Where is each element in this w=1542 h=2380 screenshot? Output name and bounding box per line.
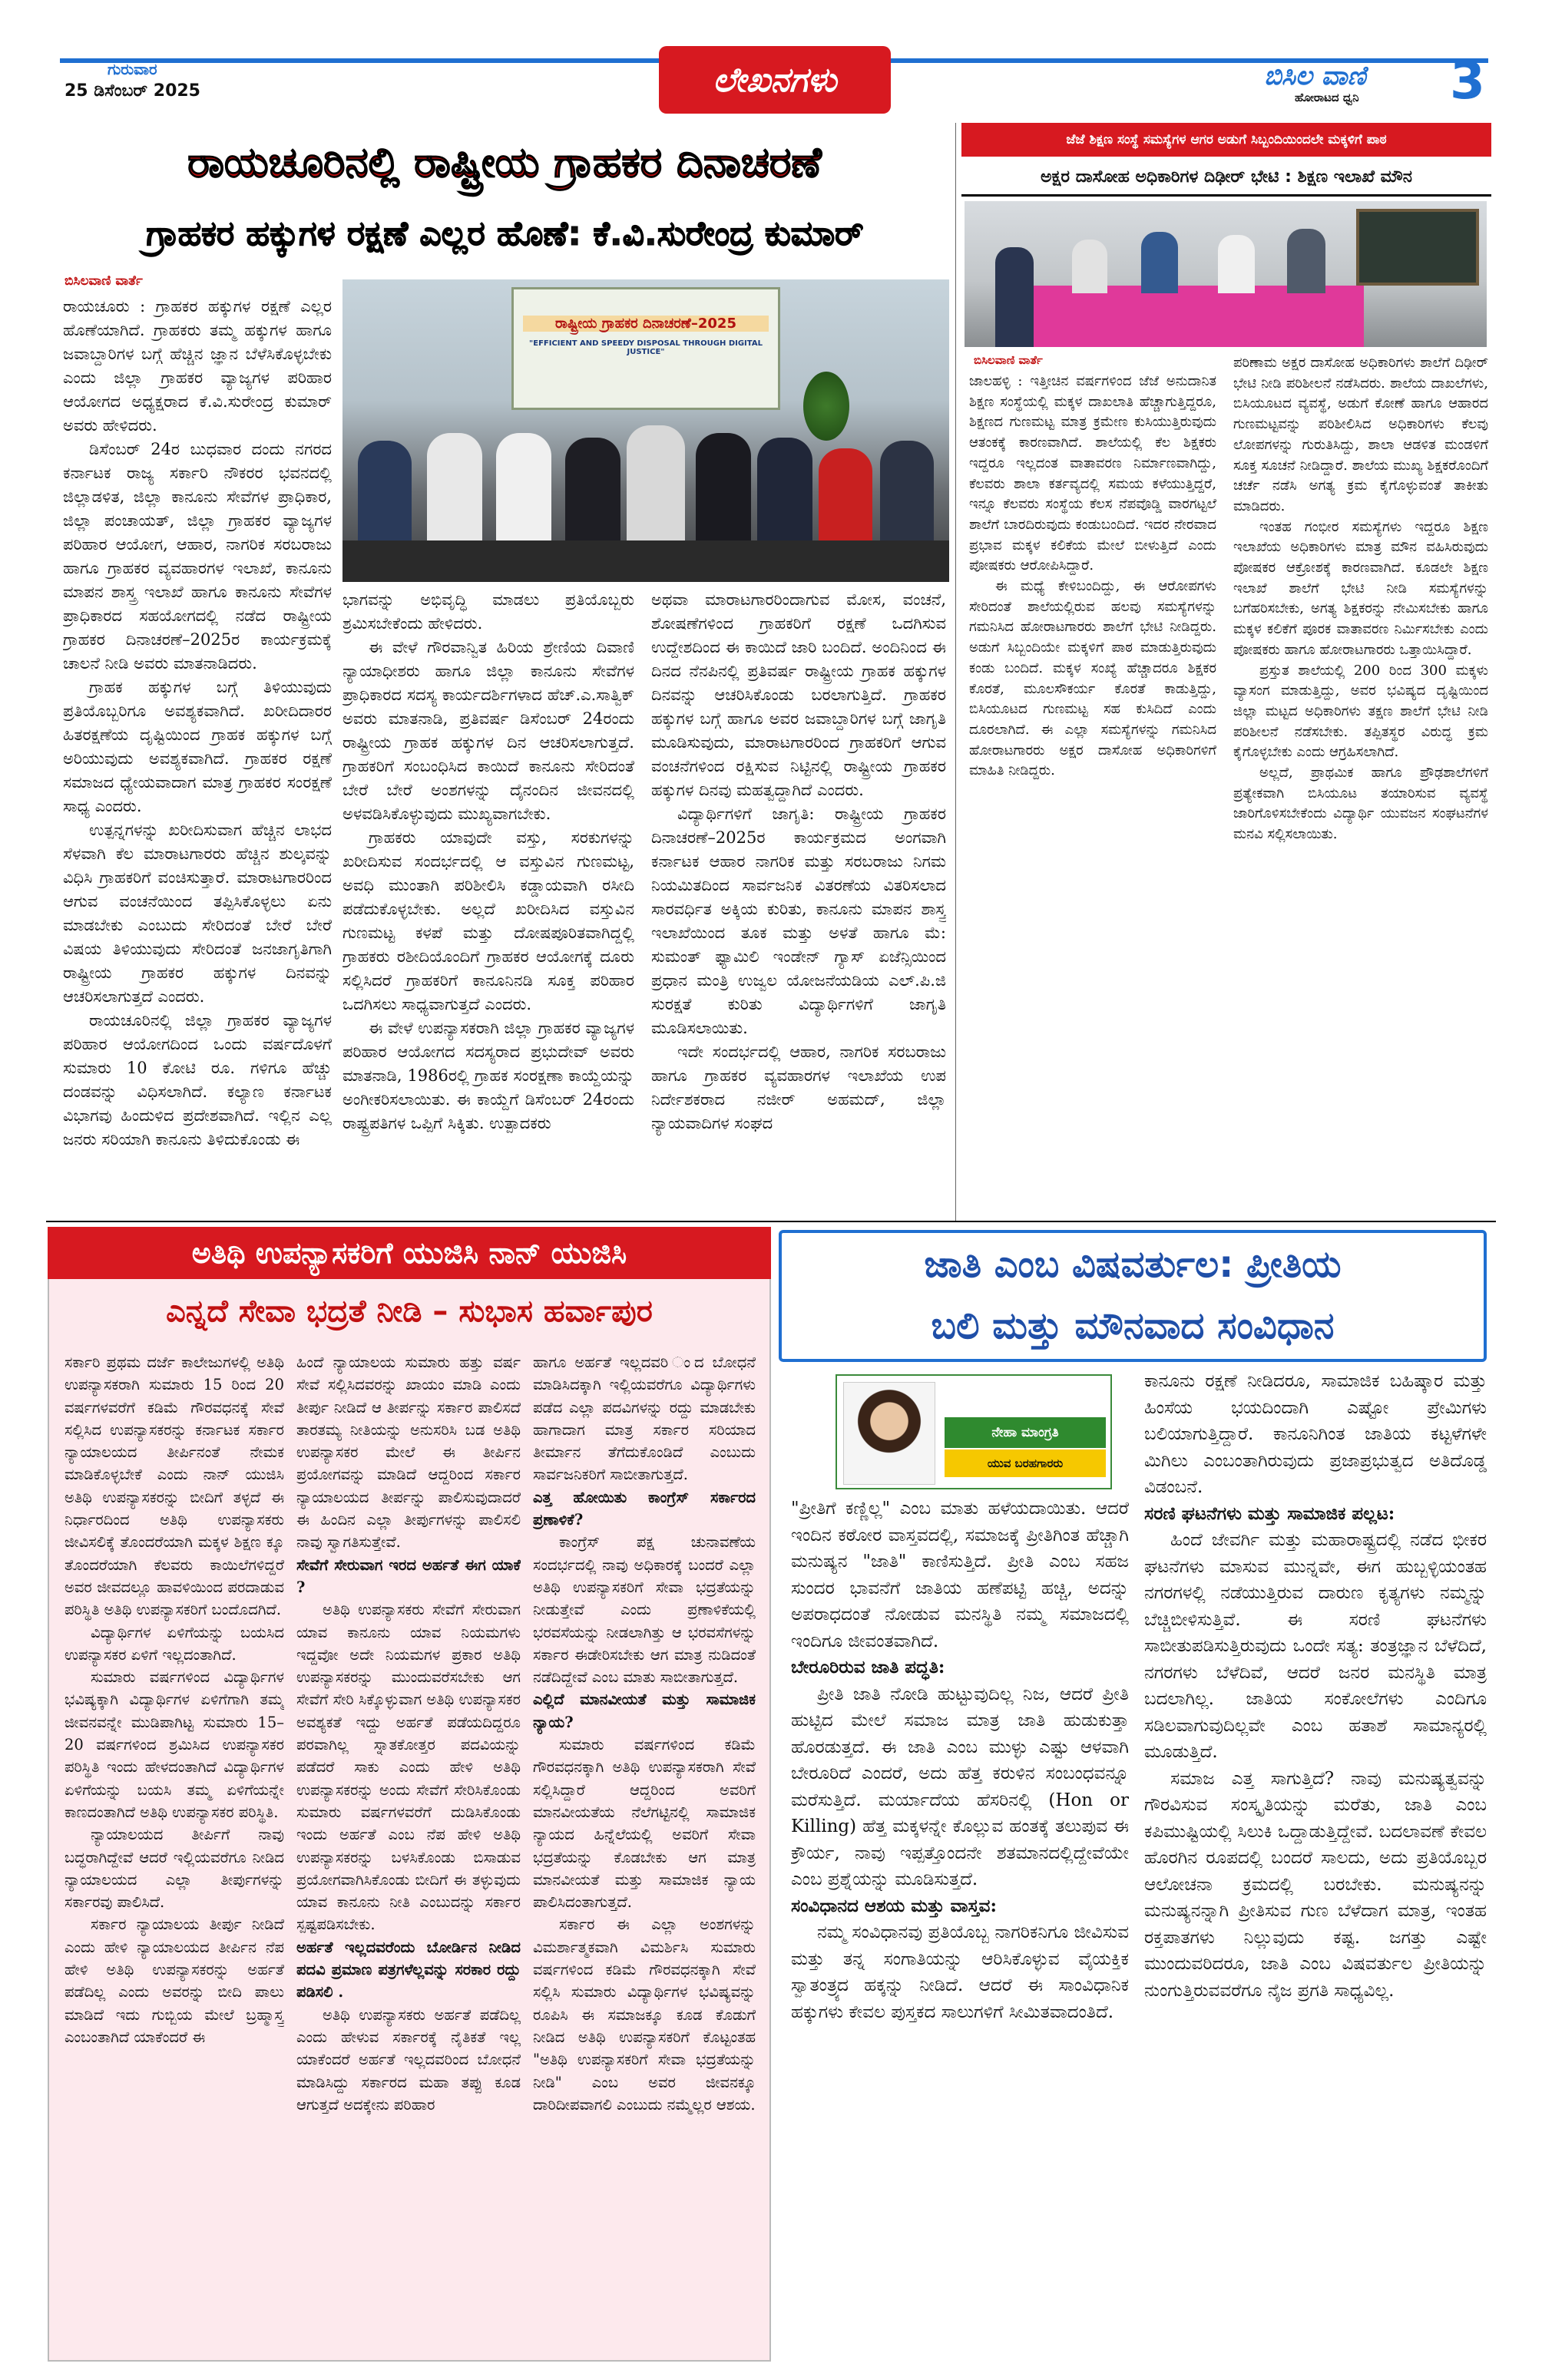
event-banner-theme: "EFFICIENT AND SPEEDY DISPOSAL THROUGH DIGITAL JUSTICE" <box>529 339 763 356</box>
article3-col2-para: ಅತಿಥಿ ಉಪನ್ಯಾಸಕರು ಸೇವೆಗೆ ಸೇರುವಾಗ ಯಾವ ಕಾನೂನು ಯಾವ ನಿಯಮಗಳು ಇದ್ದವೋ ಅದೇ ನಿಯಮಗಳ ಪ್ರಕಾರ ಅತಿಥಿ ಉಪನ್ಯಾಸಕರನ್ನು ಮುಂದುವರೆಸಬೇಕು ಆಗ ಸೇವೆಗೆ ಸೇರಿ ಸಿಕ್ಕೊಳ್ಳುವಾಗ ಅತಿಥಿ ಉಪನ್ಯಾಸಕರ ಅವಶ್ಯಕತೆ ಇದ್ದು ಅರ್ಹತೆ ಪಡೆಯದಿದ್ದರೂ ಪರವಾಗಿಲ್ಲ ಸ್ನಾತಕೋತ್ತರ ಪದವಿಯನ್ನು ಪಡೆದರೆ ಸಾಕು ಎಂದು ಹೇಳಿ ಅತಿಥಿ ಉಪನ್ಯಾಸಕರನ್ನು ಅಂದು ಸೇವೆಗೆ ಸೇರಿಸಿಕೊಂಡು ಸುಮಾರು ವರ್ಷಗಳವರೆಗೆ ದುಡಿಸಿಕೊಂಡು ಇಂದು ಅರ್ಹತೆ ಎಂಬ ನೆಪ ಹೇಳಿ ಅತಿಥಿ ಉಪನ್ಯಾಸಕರನ್ನು ಬಳಸಿಕೊಂಡು ಬಿಸಾಡುವ ಪ್ರಯೋಗವಾಗಿಸಿಕೊಂಡು ಬೀದಿಗೆ ಈ ತಳ್ಳುವುದು ಯಾವ ಕಾನೂನು ನೀತಿ ಎಂಬುದನ್ನು ಸರ್ಕಾರ ಸ್ಪಷ್ಟಪಡಿಸಬೇಕು. <box>296 1601 521 1934</box>
article3-headline1-band <box>48 1227 771 1279</box>
article3-col1-para: ನ್ಯಾಯಾಲಯದ ತೀರ್ಪಿಗೆ ನಾವು ಬದ್ಧರಾಗಿದ್ದೇವೆ ಆದರೆ ಇಲ್ಲಿಯವರೆಗೂ ನೀಡಿದ ನ್ಯಾಯಾಲಯದ ಎಲ್ಲಾ ತೀರ್ಪುಗಳನ್ನು ಸರ್ಕಾರವು ಪಾಲಿಸಿದೆ. <box>65 1826 284 1912</box>
page-number: 3 <box>1450 51 1485 111</box>
article3-col1-para: ಸುಮಾರು ವರ್ಷಗಳಿಂದ ವಿದ್ಯಾರ್ಥಿಗಳ ಭವಿಷ್ಯಕ್ಕಾಗಿ ವಿದ್ಯಾರ್ಥಿಗಳ ಏಳಿಗೆಗಾಗಿ ತಮ್ಮ ಜೀವನವನ್ನೇ ಮುಡಿಪಾಗಿಟ್ಟ ಸುಮಾರು 15– 20 ವರ್ಷಗಳಿಂದ ಶ್ರಮಿಸಿದ ಉಪನ್ಯಾಸಕರ ಪರಿಸ್ಥಿತಿ ಇಂದು ಹೇಳದಂತಾಗಿದೆ ವಿದ್ಯಾರ್ಥಿಗಳ ಏಳಿಗೆಯನ್ನು ಬಯಸಿ ತಮ್ಮ ಏಳಿಗೆಯನ್ನೇ ಕಾಣದಂತಾಗಿದೆ ಅತಿಥಿ ಉಪನ್ಯಾಸಕರ ಪರಿಸ್ಥಿತಿ. <box>65 1668 284 1821</box>
stage-table <box>342 540 949 582</box>
article3-col2-para: ಹಿಂದೆ ನ್ಯಾಯಾಲಯ ಸುಮಾರು ಹತ್ತು ವರ್ಷ ಸೇವೆ ಸಲ್ಲಿಸಿದವರನ್ನು ಖಾಯಂ ಮಾಡಿ ಎಂದು ತೀರ್ಪು ನೀಡಿದೆ ಆ ತೀರ್ಪನ್ನು ಸರ್ಕಾರ ಪಾಲಿಸದೆ ತಾರತಮ್ಯ ನೀತಿಯನ್ನು ಅನುಸರಿಸಿ ಬಡ ಅತಿಥಿ ಉಪನ್ಯಾಸಕರ ಮೇಲೆ ಈ ತೀರ್ಪಿನ ಪ್ರಯೋಗವನ್ನು ಮಾಡಿದೆ ಆದ್ದರಿಂದ ಸರ್ಕಾರ ನ್ಯಾಯಾಲಯದ ತೀರ್ಪನ್ನು ಪಾಲಿಸುವುದಾದರೆ ಈ ಹಿಂದಿನ ಎಲ್ಲಾ ತೀರ್ಪುಗಳನ್ನು ಪಾಲಿಸಲಿ ನಾವು ಸ್ವಾಗತಿಸುತ್ತೇವೆ. <box>296 1354 521 1552</box>
masthead-day: ಗುರುವಾರ <box>108 60 157 78</box>
article2-col1-para: ಈ ಮಧ್ಯೆ ಕೇಳಿಬಂದಿದ್ದು, ಈ ಆರೋಪಗಳು ಸೇರಿದಂತೆ ಶಾಲೆಯಲ್ಲಿರುವ ಹಲವು ಸಮಸ್ಯೆಗಳನ್ನು ಗಮನಿಸಿದ ಹೋರಾಟಗಾರರು ಶಾಲೆಗೆ ಭೇಟಿ ನೀಡಿದ್ದರು. ಅಡುಗೆ ಸಿಬ್ಬಂದಿಯೇ ಮಕ್ಕಳಿಗೆ ಪಾಠ ಮಾಡುತ್ತಿರುವುದು ಕಂಡು ಬಂದಿದೆ. ಮಕ್ಕಳ ಸಂಖ್ಯೆ ಹೆಚ್ಚಾದರೂ ಶಿಕ್ಷಕರ ಕೊರತೆ, ಮೂಲಸೌಕರ್ಯ ಕೊರತೆ ಕಾಡುತ್ತಿದ್ದು, ಬಿಸಿಯೂಟದ ಗುಣಮಟ್ಟ ಸಹ ಕುಸಿದಿದೆ ಎಂದು ದೂರಲಾಗಿದೆ. ಈ ಎಲ್ಲಾ ಸಮಸ್ಯೆಗಳನ್ನು ಗಮನಿಸಿದ ಹೋರಾಟಗಾರರು ಅಕ್ಷರ ದಾಸೋಹ ಅಧಿಕಾರಿಗಳಿಗೆ ಮಾಹಿತಿ ನೀಡಿದ್ದರು. <box>969 578 1216 779</box>
article2-headline: ಅಕ್ಷರ ದಾಸೋಹ ಅಧಿಕಾರಿಗಳ ದಿಢೀರ್ ಭೇಟಿ : ಶಿಕ್ಷಣ ಇಲಾಖೆ ಮೌನ <box>961 160 1491 197</box>
author-card <box>836 1374 1112 1489</box>
dignitary <box>565 438 620 557</box>
article1-col1-para: ಡಿಸೆಂಬರ್ 24ರ ಬುಧವಾರ ದಂದು ನಗರದ ಕರ್ನಾಟಕ ರಾಜ್ಯ ಸರ್ಕಾರಿ ನೌಕರರ ಭವನದಲ್ಲಿ ಜಿಲ್ಲಾಡಳಿತ, ಜಿಲ್ಲಾ ಕಾನೂನು ಸೇವೆಗಳ ಪ್ರಾಧಿಕಾರ, ಜಿಲ್ಲಾ ಪಂಚಾಯತ್, ಜಿಲ್ಲಾ ಗ್ರಾಹಕರ ವ್ಯಾಜ್ಯಗಳ ಪರಿಹಾರ ಆಯೋಗ, ಆಹಾರ, ನಾಗರಿಕ ಸರಬರಾಜು ಹಾಗೂ ಗ್ರಾಹಕರ ವ್ಯವಹಾರಗಳ ಇಲಾಖೆ, ಕಾನೂನು ಮಾಪನ ಶಾಸ್ತ್ರ ಇಲಾಖೆ ಹಾಗೂ ಕಾನೂನು ಸೇವೆಗಳ ಪ್ರಾಧಿಕಾರದ ಸಹಯೋಗದಲ್ಲಿ ನಡೆದ ರಾಷ್ಟ್ರೀಯ ಗ್ರಾಹಕರ ದಿನಾಚರಣೆ–2025ರ ಕಾರ್ಯಕ್ರಮಕ್ಕೆ ಚಾಲನೆ ನೀಡಿ ಅವರು ಮಾತನಾಡಿದರು. <box>63 440 332 673</box>
article3-col1-para: ಸರ್ಕಾರ ನ್ಯಾಯಾಲಯ ತೀರ್ಪು ನೀಡಿದೆ ಎಂದು ಹೇಳಿ ನ್ಯಾಯಾಲಯದ ತೀರ್ಪಿನ ನೆಪ ಹೇಳಿ ಅತಿಥಿ ಉಪನ್ಯಾಸಕರನ್ನು ಅರ್ಹತೆ ಪಡೆದಿಲ್ಲ ಎಂದು ಅವರನ್ನು ಬೀದಿ ಪಾಲು ಮಾಡಿದೆ ಇದು ಗುಬ್ಬಿಯ ಮೇಲೆ ಬ್ರಹ್ಮಾಸ್ತ್ರ ಎಂಬಂತಾಗಿದೆ ಯಾಕೆಂದರೆ ಈ <box>65 1916 284 2046</box>
article1-col2-para: ಭಾಗವನ್ನು ಅಭಿವೃದ್ಧಿ ಮಾಡಲು ಪ್ರತಿಯೊಬ್ಬರು ಶ್ರಮಿಸಬೇಕೆಂದು ಹೇಳಿದರು. <box>342 590 634 633</box>
dignitary <box>696 433 751 556</box>
article4-headline-box <box>779 1230 1487 1362</box>
author-role: ಯುವ ಬರಹಗಾರರು <box>987 1456 1064 1470</box>
article1-headline1: ರಾಯಚೂರಿನಲ್ಲಿ ರಾಷ್ಟ್ರೀಯ ಗ್ರಾಹಕರ ದಿನಾಚರಣೆ <box>187 138 822 187</box>
article1-headline2: ಗ್ರಾಹಕರ ಹಕ್ಕುಗಳ ರಕ್ಷಣೆ ಎಲ್ಲರ ಹೊಣೆ: ಕೆ.ವಿ.ಸುರೇಂದ್ರ ಕುಮಾರ್ <box>146 213 864 253</box>
section-tab <box>659 46 891 114</box>
article4-col1-subhead: ಸಂವಿಧಾನದ ಆಶಯ ಮತ್ತು ವಾಸ್ತವ: <box>791 1895 997 1916</box>
article3-col1-para: ವಿದ್ಯಾರ್ಥಿಗಳ ಏಳಿಗೆಯನ್ನು ಬಯಸಿದ ಉಪನ್ಯಾಸಕರ ಏಳಿಗೆ ಇಲ್ಲದಂತಾಗಿದೆ. <box>65 1623 284 1664</box>
person <box>995 247 1034 347</box>
article3-col2-subhead: ಅರ್ಹತೆ ಇಲ್ಲದವರೆಂದು ಬೋರ್ಡಿನ ನೀಡಿದ ಪದವಿ ಪ್ರಮಾಣ ಪತ್ರಗಳೆಲ್ಲವನ್ನು ಸರಕಾರ ರದ್ದು ಪಡಿಸಲಿ . <box>296 1938 521 2002</box>
article1-col1-para: ರಾಯಚೂರಿನಲ್ಲಿ ಜಿಲ್ಲಾ ಗ್ರಾಹಕರ ವ್ಯಾಜ್ಯಗಳ ಪರಿಹಾರ ಆಯೋಗದಿಂದ ಒಂದು ವರ್ಷದೊಳಗೆ ಸುಮಾರು 10 ಕೋಟಿ ರೂ. ಗಳಿಗೂ ಹೆಚ್ಚು ದಂಡವನ್ನು ವಿಧಿಸಲಾಗಿದೆ. ಕಲ್ಯಾಣ ಕರ್ನಾಟಕ ವಿಭಾಗವು ಹಿಂದುಳಿದ ಪ್ರದೇಶವಾಗಿದೆ. ಇಲ್ಲಿನ ಎಲ್ಲ ಜನರು ಸರಿಯಾಗಿ ಕಾನೂನು ತಿಳಿದುಕೊಂಡು ಈ <box>63 1011 332 1149</box>
article3-column-1 <box>65 1351 284 2352</box>
article4-col2-para: ಸಮಾಜ ಎತ್ತ ಸಾಗುತ್ತಿದೆ? ನಾವು ಮನುಷ್ಯತ್ವವನ್ನು ಗೌರವಿಸುವ ಸಂಸ್ಕೃತಿಯನ್ನು ಮರೆತು, ಜಾತಿ ಎಂಬ ಕಪಿಮುಷ್ಟಿಯಲ್ಲಿ ಸಿಲುಕಿ ಒದ್ದಾಡುತ್ತಿದ್ದೇವೆ. ಬದಲಾವಣೆ ಕೇವಲ ಹೊರಗಿನ ರೂಪದಲ್ಲಿ ಬಂದರೆ ಸಾಲದು, ಅದು ಪ್ರತಿಯೊಬ್ಬರ ಆಲೋಚನಾ ಕ್ರಮದಲ್ಲಿ ಬರಬೇಕು. ಮನುಷ್ಯನನ್ನು ಮನುಷ್ಯನನ್ನಾಗಿ ಪ್ರೀತಿಸುವ ಗುಣ ಬೆಳೆದಾಗ ಮಾತ್ರ, ಇಂತಹ ರಕ್ತಪಾತಗಳು ನಿಲ್ಲುವುದು ಕಷ್ಟ. ಜಗತ್ತು ಎಷ್ಟೇ ಮುಂದುವರಿದರೂ, ಜಾತಿ ಎಂಬ ವಿಷವರ್ತುಲ ಪ್ರೀತಿಯನ್ನು ನುಂಗುತ್ತಿರುವವರೆಗೂ ನೈಜ ಪ್ರಗತಿ ಸಾಧ್ಯವಿಲ್ಲ. <box>1144 1768 1487 2001</box>
article1-col3-para: ವಿದ್ಯಾರ್ಥಿಗಳಿಗೆ ಜಾಗೃತಿ: ರಾಷ್ಟ್ರೀಯ ಗ್ರಾಹಕರ ದಿನಾಚರಣೆ–2025ರ ಕಾರ್ಯಕ್ರಮದ ಅಂಗವಾಗಿ ಕರ್ನಾಟಕ ಆಹಾರ ನಾಗರಿಕ ಮತ್ತು ಸರಬರಾಜು ನಿಗಮ ನಿಯಮಿತದಿಂದ ಸಾರ್ವಜನಿಕ ವಿತರಣೆಯ ವಿತರಿಸಲಾದ ಸಾರವರ್ಧಿತ ಅಕ್ಕಿಯ ಕುರಿತು, ಕಾನೂನು ಮಾಪನ ಶಾಸ್ತ್ರ ಇಲಾಖೆಯಿಂದ ತೂಕ ಮತ್ತು ಅಳತೆ ಹಾಗೂ ಮೆ: ಸುಮಂತ್ ಫ್ಯಾಮಿಲಿ ಇಂಡೇನ್ ಗ್ಯಾಸ್ ಏಜೆನ್ಸಿಯಿಂದ ಪ್ರಧಾನ ಮಂತ್ರಿ ಉಜ್ವಲ ಯೋಜನೆಯಡಿಯ ಎಲ್.ಪಿ.ಜಿ ಸುರಕ್ಷತೆ ಕುರಿತು ವಿದ್ಯಾರ್ಥಿಗಳಿಗೆ ಜಾಗೃತಿ ಮೂಡಿಸಲಾಯಿತು. <box>651 805 946 1037</box>
dignitary <box>627 425 685 556</box>
article4-headline2: ಬಲಿ ಮತ್ತು ಮೌನವಾದ ಸಂವಿಧಾನ <box>931 1304 1335 1347</box>
article1-column-1 <box>63 295 332 1207</box>
article2-column-1 <box>969 372 1216 1213</box>
column-divider <box>955 123 956 1221</box>
classroom-table <box>1034 286 1364 347</box>
article4-col1-para: ನಮ್ಮ ಸಂವಿಧಾನವು ಪ್ರತಿಯೊಬ್ಬ ನಾಗರಿಕನಿಗೂ ಜೀವಿಸುವ ಮತ್ತು ತನ್ನ ಸಂಗಾತಿಯನ್ನು ಆರಿಸಿಕೊಳ್ಳುವ ವೈಯಕ್ತಿಕ ಸ್ವಾತಂತ್ರ್ಯದ ಹಕ್ಕನ್ನು ನೀಡಿದೆ. ಆದರೆ ಈ ಸಾಂವಿಧಾನಿಕ ಹಕ್ಕುಗಳು ಕೇವಲ ಪುಸ್ತಕದ ಸಾಲುಗಳಿಗೆ ಸೀಮಿತವಾದಂತಿದೆ. <box>791 1922 1129 2022</box>
article4-col1-para: ಪ್ರೀತಿ ಜಾತಿ ನೋಡಿ ಹುಟ್ಟುವುದಿಲ್ಲ ನಿಜ, ಆದರೆ ಪ್ರೀತಿ ಹುಟ್ಟಿದ ಮೇಲೆ ಸಮಾಜ ಮಾತ್ರ ಜಾತಿ ಹುಡುಕುತ್ತಾ ಹೊರಡುತ್ತದೆ. ಈ ಜಾತಿ ಎಂಬ ಮುಳ್ಳು ಎಷ್ಟು ಆಳವಾಗಿ ಬೇರೂರಿದೆ ಎಂದರೆ, ಅದು ಹೆತ್ತ ಕರುಳಿನ ಸಂಬಂಧವನ್ನೂ ಮರೆಸುತ್ತಿದೆ. ಮರ್ಯಾದೆಯ ಹೆಸರಿನಲ್ಲಿ (Hon or Killing) ಹೆತ್ತ ಮಕ್ಕಳನ್ನೇ ಕೊಲ್ಲುವ ಹಂತಕ್ಕೆ ತಲುಪುವ ಈ ಕ್ರೌರ್ಯ, ನಾವು ಇಪ್ಪತ್ತೊಂದನೇ ಶತಮಾನದಲ್ಲಿದ್ದೇವೆಯೇ ಎಂಬ ಪ್ರಶ್ನೆಯನ್ನು ಮೂಡಿಸುತ್ತದೆ. <box>791 1684 1129 1889</box>
person <box>1072 240 1107 293</box>
article2-column-2 <box>1233 353 1488 1213</box>
masthead-date: 25 ಡಿಸೆಂಬರ್ 2025 <box>65 81 200 101</box>
article1-column-2 <box>342 588 634 1207</box>
article3-column-3 <box>533 1351 756 2352</box>
article3-headline2: ಎನ್ನದೆ ಸೇವಾ ಭದ್ರತೆ ನೀಡಿ – ಸುಭಾಸ ಹರ್ವಾಪುರ <box>166 1294 653 1329</box>
dignitary <box>819 448 872 556</box>
person <box>1287 229 1325 293</box>
article2-col1-para: ಜಾಲಹಳ್ಳಿ : ಇತ್ತೀಚಿನ ವರ್ಷಗಳಿಂದ ಜೆಜೆ ಅನುದಾನಿತ ಶಿಕ್ಷಣ ಸಂಸ್ಥೆಯಲ್ಲಿ ಮಕ್ಕಳ ದಾಖಲಾತಿ ಹೆಚ್ಚಾಗುತ್ತಿದ್ದರೂ, ಶಿಕ್ಷಣದ ಗುಣಮಟ್ಟ ಮಾತ್ರ ಕ್ರಮೇಣ ಕುಸಿಯುತ್ತಿರುವುದು ಆತಂಕಕ್ಕೆ ಕಾರಣವಾಗಿದೆ. ಶಾಲೆಯಲ್ಲಿ ಕೆಲ ಶಿಕ್ಷಕರು ಇದ್ದರೂ ಇಲ್ಲದಂತ ವಾತಾವರಣ ನಿರ್ಮಾಣವಾಗಿದ್ದು, ಕೆಲವರು ಶಾಲಾ ಕರ್ತವ್ಯದಲ್ಲಿ ಸಮಯ ಕಳೆಯುತ್ತಿದ್ದರೆ, ಇನ್ನೂ ಕೆಲವರು ಸಂಸ್ಥೆಯ ಕೆಲಸ ನೆಪವೊಡ್ಡಿ ವಾರಗಟ್ಟಲೆ ಶಾಲೆಗೆ ಬಾರದಿರುವುದು ಕಂಡುಬಂದಿದೆ. ಇದರ ನೇರವಾದ ಪ್ರಭಾವ ಮಕ್ಕಳ ಕಲಿಕೆಯ ಮೇಲೆ ಬೀಳುತ್ತಿದೆ ಎಂದು ಪೋಷಕರು ಆರೋಪಿಸಿದ್ದಾರೆ. <box>969 373 1216 574</box>
article2-kicker: ಜೆಜೆ ಶಿಕ್ಷಣ ಸಂಸ್ಥೆ ಸಮಸ್ಯೆಗಳ ಆಗರ ಅಡುಗೆ ಸಿಬ್ಬಂದಿಯಿಂದಲೇ ಮಕ್ಕಳಿಗೆ ಪಾಠ <box>961 123 1491 157</box>
person <box>1218 235 1255 293</box>
article4-column-2 <box>1144 1368 1487 2360</box>
dignitary <box>880 441 934 556</box>
article4-headline1: ಜಾತಿ ಎಂಬ ವಿಷವರ್ತುಲ: ಪ್ರೀತಿಯ <box>924 1243 1342 1286</box>
masthead <box>0 0 1542 123</box>
dignitary <box>496 433 551 556</box>
article4-column-1 <box>791 1496 1129 2360</box>
article1-col2-para: ಈ ವೇಳೆ ಗೌರವಾನ್ವಿತ ಹಿರಿಯ ಶ್ರೇಣಿಯ ದಿವಾಣಿ ನ್ಯಾಯಾಧೀಶರು ಹಾಗೂ ಜಿಲ್ಲಾ ಕಾನೂನು ಸೇವೆಗಳ ಪ್ರಾಧಿಕಾರದ ಸದಸ್ಯ ಕಾರ್ಯದರ್ಶಿಗಳಾದ ಹೆಚ್.ಎ.ಸಾತ್ವಿಕ್ ಅವರು ಮಾತನಾಡಿ, ಪ್ರತಿವರ್ಷ ಡಿಸೆಂಬರ್ 24ರಂದು ರಾಷ್ಟ್ರೀಯ ಗ್ರಾಹಕ ಹಕ್ಕುಗಳ ದಿನ ಆಚರಿಸಲಾಗುತ್ತದೆ. ಗ್ರಾಹಕರಿಗೆ ಸಂಬಂಧಿಸಿದ ಕಾಯಿದೆ ಕಾನೂನು ಸೇರಿದಂತೆ ಬೇರೆ ಬೇರೆ ಅಂಶಗಳನ್ನು ದೈನಂದಿನ ಜೀವನದಲ್ಲಿ ಅಳವಡಿಸಿಕೊಳ್ಳುವುದು ಮುಖ್ಯವಾಗಬೇಕು. <box>342 638 634 823</box>
article1-col3-para: ಅಥವಾ ಮಾರಾಟಗಾರರಿಂದಾಗುವ ಮೋಸ, ವಂಚನೆ, ಶೋಷಣೆಗಳಿಂದ ಗ್ರಾಹಕರಿಗೆ ರಕ್ಷಣೆ ಒದಗಿಸುವ ಉದ್ದೇಶದಿಂದ ಈ ಕಾಯಿದೆ ಜಾರಿ ಬಂದಿದೆ. ಅಂದಿನಿಂದ ಈ ದಿನದ ನೆನಪಿನಲ್ಲಿ ಪ್ರತಿವರ್ಷ ರಾಷ್ಟ್ರೀಯ ಗ್ರಾಹಕ ಹಕ್ಕುಗಳ ದಿನವನ್ನು ಆಚರಿಸಿಕೊಂಡು ಬರಲಾಗುತ್ತಿದೆ. ಗ್ರಾಹಕರ ಹಕ್ಕುಗಳ ಬಗ್ಗೆ ಹಾಗೂ ಅವರ ಜವಾಬ್ದಾರಿಗಳ ಬಗ್ಗೆ ಜಾಗೃತಿ ಮೂಡಿಸುವುದು, ಮಾರಾಟಗಾರರಿಂದ ಗ್ರಾಹಕರಿಗೆ ಆಗುವ ವಂಚನೆಗಳಿಂದ ರಕ್ಷಿಸುವ ನಿಟ್ಟಿನಲ್ಲಿ ರಾಷ್ಟ್ರೀಯ ಗ್ರಾಹಕರ ಹಕ್ಕುಗಳ ದಿನವು ಮಹತ್ವದ್ದಾಗಿದೆ ಎಂದರು. <box>651 590 946 799</box>
article3-col3-subhead: ಎಲ್ಲಿದೆ ಮಾನವೀಯತೆ ಮತ್ತು ಸಾಮಾಜಿಕ ನ್ಯಾಯ? <box>533 1691 756 1731</box>
article3-col3-para: ಸರ್ಕಾರ ಈ ಎಲ್ಲಾ ಅಂಶಗಳನ್ನು ವಿಮರ್ಶಾತ್ಮಕವಾಗಿ ವಿಮರ್ಶಿಸಿ ಸುಮಾರು ವರ್ಷಗಳಿಂದ ಕಡಿಮೆ ಗೌರವಧನಕ್ಕಾಗಿ ಸೇವೆ ಸಲ್ಲಿಸಿ ಸುಮಾರು ವಿದ್ಯಾರ್ಥಿಗಳ ಭವಿಷ್ಯವನ್ನು ರೂಪಿಸಿ ಈ ಸಮಾಜಕ್ಕೂ ಕೂಡ ಕೊಡುಗೆ ನೀಡಿದ ಅತಿಥಿ ಉಪನ್ಯಾಸಕರಿಗೆ ಕೊಟ್ಟಂತಹ "ಅತಿಥಿ ಉಪನ್ಯಾಸಕರಿಗೆ ಸೇವಾ ಭದ್ರತೆಯನ್ನು ನೀಡಿ" ಎಂಬ ಅವರ ಜೀವನಕ್ಕೂ ದಾರಿದೀಪವಾಗಲಿ ಎಂಬುದು ನಮ್ಮೆಲ್ಲರ ಆಶಯ. <box>533 1916 756 2114</box>
article3-col3-para: ಹಾಗೂ ಅರ್ಹತೆ ಇಲ್ಲದವರಿ ಂದ ಬೋಧನೆ ಮಾಡಿಸಿದಕ್ಕಾಗಿ ಇಲ್ಲಿಯವರೆಗೂ ವಿದ್ಯಾರ್ಥಿಗಳು ಪಡೆದ ಎಲ್ಲಾ ಪದವಿಗಳನ್ನು ರದ್ದು ಮಾಡಬೇಕು ಹಾಗಾದಾಗ ಮಾತ್ರ ಸರ್ಕಾರ ಸರಿಯಾದ ತೀರ್ಮಾನ ತೆಗೆದುಕೊಂಡಿದೆ ಎಂಬುದು ಸಾರ್ವಜನಿಕರಿಗೆ ಸಾಬೀತಾಗುತ್ತದೆ. <box>533 1354 756 1484</box>
article1-col1-para: ಉತ್ಪನ್ನಗಳನ್ನು ಖರೀದಿಸುವಾಗ ಹೆಚ್ಚಿನ ಲಾಭದ ಸೆಳವಾಗಿ ಕೆಲ ಮಾರಾಟಗಾರರು ಹೆಚ್ಚಿನ ಶುಲ್ಕವನ್ನು ವಿಧಿಸಿ ಗ್ರಾಹಕರಿಗೆ ವಂಚಿಸುತ್ತಾರೆ. ಮಾರಾಟಗಾರರಿಂದ ಆಗುವ ವಂಚನೆಯಿಂದ ತಪ್ಪಿಸಿಕೊಳ್ಳಲು ಏನು ಮಾಡಬೇಕು ಎಂಬುದು ಸೇರಿದಂತೆ ಬೇರೆ ಬೇರೆ ವಿಷಯ ತಿಳಿಯುವುದು ಸೇರಿದಂತೆ ಜನಜಾಗೃತಿಗಾಗಿ ರಾಷ್ಟ್ರೀಯ ಗ್ರಾಹಕರ ಹಕ್ಕುಗಳ ದಿನವನ್ನು ಆಚರಿಸಲಾಗುತ್ತದೆ ಎಂದರು. <box>63 821 332 1006</box>
article2-col2-para: ಇಂತಹ ಗಂಭೀರ ಸಮಸ್ಯೆಗಳು ಇದ್ದರೂ ಶಿಕ್ಷಣ ಇಲಾಖೆಯ ಅಧಿಕಾರಿಗಳು ಮಾತ್ರ ಮೌನ ವಹಿಸಿರುವುದು ಪೋಷಕರ ಆಕ್ರೋಶಕ್ಕೆ ಕಾರಣವಾಗಿದೆ. ಕೂಡಲೇ ಶಿಕ್ಷಣ ಇಲಾಖೆ ಶಾಲೆಗೆ ಭೇಟಿ ನೀಡಿ ಸಮಸ್ಯೆಗಳನ್ನು ಬಗೆಹರಿಸಬೇಕು, ಅಗತ್ಯ ಶಿಕ್ಷಕರನ್ನು ನೇಮಿಸಬೇಕು ಹಾಗೂ ಮಕ್ಕಳ ಕಲಿಕೆಗೆ ಪೂರಕ ವಾತಾವರಣ ನಿರ್ಮಿಸಬೇಕು ಎಂದು ಪೋಷಕರು ಹಾಗೂ ಹೋರಾಟಗಾರರು ಒತ್ತಾಯಿಸಿದ್ದಾರೆ. <box>1233 518 1488 658</box>
article2-col2-para: ಪ್ರಸ್ತುತ ಶಾಲೆಯಲ್ಲಿ 200 ರಿಂದ 300 ಮಕ್ಕಳು ವ್ಯಾಸಂಗ ಮಾಡುತ್ತಿದ್ದು, ಅವರ ಭವಿಷ್ಯದ ದೃಷ್ಟಿಯಿಂದ ಜಿಲ್ಲಾ ಮಟ್ಟದ ಅಧಿಕಾರಿಗಳು ತಕ್ಷಣ ಶಾಲೆಗೆ ಭೇಟಿ ನೀಡಿ ಪರಿಶೀಲನೆ ನಡೆಸಬೇಕು. ತಪ್ಪಿತಸ್ಥರ ವಿರುದ್ಧ ಕ್ರಮ ಕೈಗೊಳ್ಳಬೇಕು ಎಂದು ಆಗ್ರಹಿಸಲಾಗಿದೆ. <box>1233 662 1488 761</box>
article1-col1-para: ರಾಯಚೂರು : ಗ್ರಾಹಕರ ಹಕ್ಕುಗಳ ರಕ್ಷಣೆ ಎಲ್ಲರ ಹೊಣೆಯಾಗಿದೆ. ಗ್ರಾಹಕರು ತಮ್ಮ ಹಕ್ಕುಗಳ ಹಾಗೂ ಜವಾಬ್ದಾರಿಗಳ ಬಗ್ಗೆ ಹೆಚ್ಚಿನ ಜ್ಞಾನ ಬೆಳೆಸಿಕೊಳ್ಳಬೇಕು ಎಂದು ಜಿಲ್ಲಾ ಗ್ರಾಹಕರ ವ್ಯಾಜ್ಯಗಳ ಪರಿಹಾರ ಆಯೋಗದ ಅಧ್ಯಕ್ಷರಾದ ಕೆ.ವಿ.ಸುರೇಂದ್ರ ಕುಮಾರ್ ಅವರು ಹೇಳಿದರು. <box>63 297 332 435</box>
article3-headline1: ಅತಿಥಿ ಉಪನ್ಯಾಸಕರಿಗೆ ಯುಜಿಸಿ ನಾನ್ ಯುಜಿಸಿ <box>191 1235 627 1270</box>
person <box>1141 232 1178 293</box>
dignitary <box>358 441 412 556</box>
article2-col2-para: ಅಲ್ಲದೆ, ಪ್ರಾಥಮಿಕ ಹಾಗೂ ಪ್ರೌಢಶಾಲೆಗಳಿಗೆ ಪ್ರತ್ಯೇಕವಾಗಿ ಬಿಸಿಯೂಟ ತಯಾರಿಸುವ ವ್ಯವಸ್ಥೆ ಜಾರಿಗೊಳಿಸಬೇಕೆಂದು ವಿದ್ಯಾರ್ಥಿ ಯುವಜನ ಸಂಘಟನೆಗಳ ಮನವಿ ಸಲ್ಲಿಸಲಾಯಿತು. <box>1233 765 1488 843</box>
article1-col2-para: ಗ್ರಾಹಕರು ಯಾವುದೇ ವಸ್ತು, ಸರಕುಗಳನ್ನು ಖರೀದಿಸುವ ಸಂದರ್ಭದಲ್ಲಿ ಆ ವಸ್ತುವಿನ ಗುಣಮಟ್ಟ, ಅವಧಿ ಮುಂತಾಗಿ ಪರಿಶೀಲಿಸಿ ಕಡ್ಡಾಯವಾಗಿ ರಸೀದಿ ಪಡೆದುಕೊಳ್ಳಬೇಕು. ಅಲ್ಲದೆ ಖರೀದಿಸಿದ ವಸ್ತುವಿನ ಗುಣಮಟ್ಟ ಕಳಪೆ ಮತ್ತು ದೋಷಪೂರಿತವಾಗಿದ್ದಲ್ಲಿ ಗ್ರಾಹಕರು ರಶೀದಿಯೊಂದಿಗೆ ಗ್ರಾಹಕರ ಆಯೋಗಕ್ಕೆ ದೂರು ಸಲ್ಲಿಸಿದರೆ ಗ್ರಾಹಕರಿಗೆ ಕಾನೂನಿನಡಿ ಸೂಕ್ತ ಪರಿಹಾರ ಒದಗಿಸಲು ಸಾಧ್ಯವಾಗುತ್ತದೆ ಎಂದರು. <box>342 828 634 1013</box>
article1-col1-para: ಗ್ರಾಹಕ ಹಕ್ಕುಗಳ ಬಗ್ಗೆ ತಿಳಿಯುವುದು ಪ್ರತಿಯೊಬ್ಬರಿಗೂ ಅವಶ್ಯಕವಾಗಿದೆ. ಖರೀದಿದಾರರ ಹಿತರಕ್ಷಣೆಯ ದೃಷ್ಟಿಯಿಂದ ಗ್ರಾಹಕ ಹಕ್ಕುಗಳ ಬಗ್ಗೆ ಅರಿಯುವುದು ಅವಶ್ಯಕವಾಗಿದೆ. ಗ್ರಾಹಕರ ರಕ್ಷಣೆ ಸಮಾಜದ ಧ್ಯೇಯವಾದಾಗ ಮಾತ್ರ ಗ್ರಾಹಕರ ಸಂರಕ್ಷಣೆ ಸಾಧ್ಯ ಎಂದರು. <box>63 678 332 815</box>
article3-column-2 <box>296 1351 521 2352</box>
article3-col2-subhead: ಸೇವೆಗೆ ಸೇರುವಾಗ ಇರದ ಅರ್ಹತೆ ಈಗ ಯಾಕೆ ? <box>296 1555 521 1596</box>
section-rule <box>46 1221 1496 1222</box>
article1-byline: ಬಿಸಿಲವಾಣಿ ವಾರ್ತೆ <box>65 273 143 289</box>
dignitary <box>757 438 812 557</box>
article3-col2-para: ಅತಿಥಿ ಉಪನ್ಯಾಸಕರು ಅರ್ಹತೆ ಪಡೆದಿಲ್ಲ ಎಂದು ಹೇಳುವ ಸರ್ಕಾರಕ್ಕೆ ನೈತಿಕತೆ ಇಲ್ಲ ಯಾಕೆಂದರೆ ಅರ್ಹತೆ ಇಲ್ಲದವರಿಂದ ಬೋಧನೆ ಮಾಡಿಸಿದ್ದು ಸರ್ಕಾರದ ಮಹಾ ತಪ್ಪು ಕೂಡ ಆಗುತ್ತದೆ ಅದಕ್ಕೇನು ಪರಿಹಾರ <box>296 2005 521 2114</box>
author-role-band <box>945 1449 1106 1477</box>
article1-col3-para: ಇದೇ ಸಂದರ್ಭದಲ್ಲಿ ಆಹಾರ, ನಾಗರಿಕ ಸರಬರಾಜು ಹಾಗೂ ಗ್ರಾಹಕರ ವ್ಯವಹಾರಗಳ ಇಲಾಖೆಯ ಉಪ ನಿರ್ದೇಶಕರಾದ ನಜೀರ್ ಅಹಮದ್, ಜಿಲ್ಲಾ ನ್ಯಾಯವಾದಿಗಳ ಸಂಘದ <box>651 1043 946 1132</box>
event-banner-title: ರಾಷ್ಟ್ರೀಯ ಗ್ರಾಹಕರ ದಿನಾಚರಣೆ–2025 <box>523 316 769 332</box>
article2-col2-para: ಪರಿಣಾಮ ಅಕ್ಷರ ದಾಸೋಹ ಅಧಿಕಾರಿಗಳು ಶಾಲೆಗೆ ದಿಢೀರ್ ಭೇಟಿ ನೀಡಿ ಪರಿಶೀಲನೆ ನಡೆಸಿದರು. ಶಾಲೆಯ ದಾಖಲೆಗಳು, ಬಿಸಿಯೂಟದ ವ್ಯವಸ್ಥೆ, ಅಡುಗೆ ಕೋಣೆ ಹಾಗೂ ಆಹಾರದ ಗುಣಮಟ್ಟವನ್ನು ಪರಿಶೀಲಿಸಿದ ಅಧಿಕಾರಿಗಳು ಕೆಲವು ಲೋಪಗಳನ್ನು ಗುರುತಿಸಿದ್ದು, ಶಾಲಾ ಆಡಳಿತ ಮಂಡಳಿಗೆ ಸೂಕ್ತ ಸೂಚನೆ ನೀಡಿದ್ದಾರೆ. ಶಾಲೆಯ ಮುಖ್ಯ ಶಿಕ್ಷಕರೊಂದಿಗೆ ಚರ್ಚೆ ನಡೆಸಿ ಅಗತ್ಯ ಕ್ರಮ ಕೈಗೊಳ್ಳುವಂತೆ ತಾಕೀತು ಮಾಡಿದರು. <box>1233 355 1488 514</box>
dignitary <box>427 433 482 556</box>
paper-tagline: ಹೋರಾಟದ ಧ್ವನಿ <box>1295 91 1359 104</box>
author-name: ನೇಹಾ ಮಾಂಗ್ರತಿ <box>991 1425 1059 1440</box>
article1-event-photo <box>342 279 949 582</box>
article4-col2-subhead: ಸರಣಿ ಘಟನೆಗಳು ಮತ್ತು ಸಾಮಾಜಿಕ ಪಲ್ಲಟ: <box>1144 1502 1395 1524</box>
article4-col1-subhead: ಬೇರೂರಿರುವ ಜಾತಿ ಪದ್ಧತಿ: <box>791 1657 945 1678</box>
article4-col1-para: "ಪ್ರೀತಿಗೆ ಕಣ್ಣಿಲ್ಲ" ಎಂಬ ಮಾತು ಹಳೆಯದಾಯಿತು. ಆದರೆ ಇಂದಿನ ಕಠೋರ ವಾಸ್ತವದಲ್ಲಿ, ಸಮಾಜಕ್ಕೆ ಪ್ರೀತಿಗಿಂತ ಹೆಚ್ಚಾಗಿ ಮನುಷ್ಯನ "ಜಾತಿ" ಕಾಣಿಸುತ್ತಿದೆ. ಪ್ರೀತಿ ಎಂಬ ಸಹಜ ಸುಂದರ ಭಾವನೆಗೆ ಜಾತಿಯ ಹಣೆಪಟ್ಟಿ ಹಚ್ಚಿ, ಅದನ್ನು ಅಪರಾಧದಂತೆ ನೋಡುವ ಮನಸ್ಥಿತಿ ನಮ್ಮ ಸಮಾಜದಲ್ಲಿ ಇಂದಿಗೂ ಜೀವಂತವಾಗಿದೆ. <box>791 1499 1129 1651</box>
article4-col2-para: ಕಾನೂನು ರಕ್ಷಣೆ ನೀಡಿದರೂ, ಸಾಮಾಜಿಕ ಬಹಿಷ್ಕಾರ ಮತ್ತು ಹಿಂಸೆಯ ಭಯದಿಂದಾಗಿ ಎಷ್ಟೋ ಪ್ರೇಮಿಗಳು ಬಲಿಯಾಗುತ್ತಿದ್ದಾರೆ. ಕಾನೂನಿಗಿಂತ ಜಾತಿಯ ಕಟ್ಟಳೆಗಳೇ ಮಿಗಿಲು ಎಂಬಂತಾಗಿರುವುದು ಪ್ರಜಾಪ್ರಭುತ್ವದ ಅತಿದೊಡ್ಡ ವಿಡಂಬನೆ. <box>1144 1371 1487 1497</box>
article3-col1-para: ಸರ್ಕಾರಿ ಪ್ರಥಮ ದರ್ಜೆ ಕಾಲೇಜುಗಳಲ್ಲಿ ಅತಿಥಿ ಉಪನ್ಯಾಸಕರಾಗಿ ಸುಮಾರು 15 ರಿಂದ 20 ವರ್ಷಗಳವರೆಗೆ ಕಡಿಮೆ ಗೌರವಧನಕ್ಕೆ ಸೇವೆ ಸಲ್ಲಿಸಿದ ಉಪನ್ಯಾಸಕರನ್ನು ಕರ್ನಾಟಕ ಸರ್ಕಾರ ನ್ಯಾಯಾಲಯದ ತೀರ್ಪಿನಂತೆ ನೇಮಕ ಮಾಡಿಕೊಳ್ಳಬೇಕೆ ಎಂದು ನಾನ್ ಯುಜಿಸಿ ಅತಿಥಿ ಉಪನ್ಯಾಸಕರನ್ನು ಬೀದಿಗೆ ತಳ್ಳದೆ ಈ ನಿರ್ಧಾರದಿಂದ ಅತಿಥಿ ಉಪನ್ಯಾಸಕರು ಜೀವಿಸಲಿಕ್ಕೆ ತೊಂದರೆಯಾಗಿ ಮಕ್ಕಳ ಶಿಕ್ಷಣ ಕ್ಕೂ ತೊಂದರೆಯಾಗಿ ಕೆಲವರು ಕಾಯಿಲೆಗಳಿದ್ದರೆ ಅವರ ಜೀವದಲ್ಲೂ ಹಾವಳಿಯಿಂದ ಪರದಾಡುವ ಪರಿಸ್ಥಿತಿ ಅತಿಥಿ ಉಪನ್ಯಾಸಕರಿಗೆ ಬಂದೊದಗಿದೆ. <box>65 1354 284 1619</box>
event-banner <box>511 287 780 410</box>
article1-column-3 <box>651 588 946 1207</box>
paper-logo <box>1264 61 1448 115</box>
article3-col3-para: ಸುಮಾರು ವರ್ಷಗಳಿಂದ ಕಡಿಮೆ ಗೌರವಧನಕ್ಕಾಗಿ ಅತಿಥಿ ಉಪನ್ಯಾಸಕರಾಗಿ ಸೇವೆ ಸಲ್ಲಿಸಿದ್ದಾರೆ ಆದ್ದರಿಂದ ಅವರಿಗೆ ಮಾನವೀಯತೆಯ ನೆಲೆಗಟ್ಟಿನಲ್ಲಿ ಸಾಮಾಜಿಕ ನ್ಯಾಯದ ಹಿನ್ನೆಲೆಯಲ್ಲಿ ಅವರಿಗೆ ಸೇವಾ ಭದ್ರತೆಯನ್ನು ಕೊಡಬೇಕು ಆಗ ಮಾತ್ರ ಮಾನವೀಯತೆ ಮತ್ತು ಸಾಮಾಜಿಕ ನ್ಯಾಯ ಪಾಲಿಸಿದಂತಾಗುತ್ತದೆ. <box>533 1736 756 1912</box>
section-title: ಲೇಖನಗಳು <box>713 60 837 100</box>
paper-name: ಬಿಸಿಲ ವಾಣಿ <box>1264 61 1366 91</box>
article3-col3-para: ಕಾಂಗ್ರೆಸ್ ಪಕ್ಷ ಚುನಾವಣೆಯ ಸಂದರ್ಭದಲ್ಲಿ ನಾವು ಅಧಿಕಾರಕ್ಕೆ ಬಂದರೆ ಎಲ್ಲಾ ಅತಿಥಿ ಉಪನ್ಯಾಸಕರಿಗೆ ಸೇವಾ ಭದ್ರತೆಯನ್ನು ನೀಡುತ್ತೇವೆ ಎಂದು ಪ್ರಣಾಳಿಕೆಯಲ್ಲಿ ಭರವಸೆಯನ್ನು ನೀಡಲಾಗಿತ್ತು ಆ ಭರವಸೆಗಳನ್ನು ಸರ್ಕಾರ ಈಡೇರಿಸಬೇಕು ಆಗ ಮಾತ್ರ ನುಡಿದಂತೆ ನಡೆದಿದ್ದೇವೆ ಎಂಬ ಮಾತು ಸಾಬೀತಾಗುತ್ತದೆ. <box>533 1533 756 1687</box>
author-photo <box>843 1382 935 1485</box>
article1-col2-para: ಈ ವೇಳೆ ಉಪನ್ಯಾಸಕರಾಗಿ ಜಿಲ್ಲಾ ಗ್ರಾಹಕರ ವ್ಯಾಜ್ಯಗಳ ಪರಿಹಾರ ಆಯೋಗದ ಸದಸ್ಯರಾದ ಪ್ರಭುದೇವ್ ಅವರು ಮಾತನಾಡಿ, 1986ರಲ್ಲಿ ಗ್ರಾಹಕ ಸಂರಕ್ಷಣಾ ಕಾಯ್ದೆಯನ್ನು ಅಂಗೀಕರಿಸಲಾಯಿತು. ಈ ಕಾಯ್ದೆಗೆ ಡಿಸೆಂಬರ್ 24ರಂದು ರಾಷ್ಟ್ರಪತಿಗಳ ಒಪ್ಪಿಗೆ ಸಿಕ್ಕಿತು. ಉತ್ಪಾದಕರು <box>342 1019 634 1132</box>
article2-school-photo <box>965 201 1487 347</box>
author-name-band <box>945 1417 1106 1448</box>
blackboard <box>1356 209 1479 286</box>
article2-byline: ಬಿಸಿಲವಾಣಿ ವಾರ್ತೆ <box>974 353 1043 367</box>
article4-col2-para: ಹಿಂದೆ ಜೇವರ್ಗಿ ಮತ್ತು ಮಹಾರಾಷ್ಟ್ರದಲ್ಲಿ ನಡೆದ ಭೀಕರ ಘಟನೆಗಳು ಮಾಸುವ ಮುನ್ನವೇ, ಈಗ ಹುಬ್ಬಳ್ಳಿಯಂತಹ ನಗರಗಳಲ್ಲಿ ನಡೆಯುತ್ತಿರುವ ದಾರುಣ ಕೃತ್ಯಗಳು ನಮ್ಮನ್ನು ಬೆಚ್ಚಿಬೀಳಿಸುತ್ತಿವೆ. ಈ ಸರಣಿ ಘಟನೆಗಳು ಸಾಬೀತುಪಡಿಸುತ್ತಿರುವುದು ಒಂದೇ ಸತ್ಯ: ತಂತ್ರಜ್ಞಾನ ಬೆಳೆದಿದೆ, ನಗರಗಳು ಬೆಳೆದಿವೆ, ಆದರೆ ಜನರ ಮನಸ್ಥಿತಿ ಮಾತ್ರ ಬದಲಾಗಿಲ್ಲ. ಜಾತಿಯ ಸಂಕೋಲೆಗಳು ಎಂದಿಗೂ ಸಡಿಲವಾಗುವುದಿಲ್ಲವೇ ಎಂಬ ಹತಾಶೆ ಸಾಮಾನ್ಯರಲ್ಲಿ ಮೂಡುತ್ತಿದೆ. <box>1144 1530 1487 1762</box>
article3-col3-subhead: ಎತ್ತ ಹೋಯಿತು ಕಾಂಗ್ರೆಸ್ ಸರ್ಕಾರದ ಪ್ರಣಾಳಿಕೆ? <box>533 1488 756 1529</box>
dignitaries-row <box>342 410 949 582</box>
